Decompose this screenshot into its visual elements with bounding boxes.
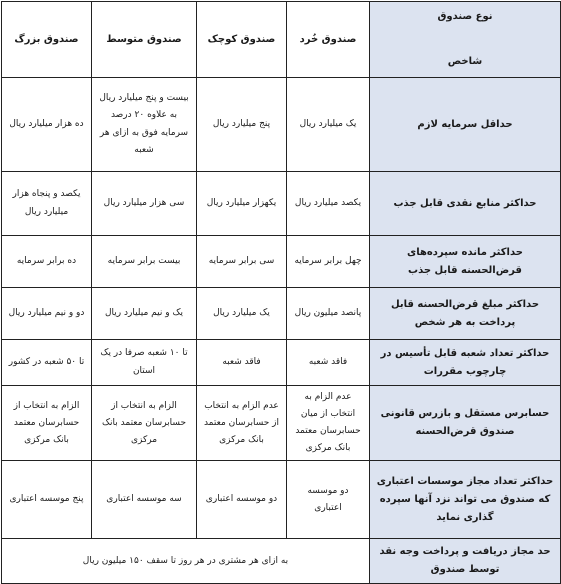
table-cell: پانصد میلیون ریال: [287, 288, 370, 340]
row-parameter-label: حداکثر مبلغ قرض‌الحسنه قابل پرداخت به هر شخص: [370, 288, 561, 340]
table-cell: بیست برابر سرمایه: [92, 236, 197, 288]
column-header-small-fund: صندوق کوچک: [197, 2, 287, 78]
table-cell: سی برابر سرمایه: [197, 236, 287, 288]
corner-header-cell: [370, 2, 561, 78]
row-parameter-label: حداکثر تعداد مجاز موسسات اعتباری که صندوق می تواند نزد آنها سپرده گذاری نماید: [370, 461, 561, 539]
table-row: [2, 340, 561, 386]
merged-cash-limit-cell: به ازای هر مشتری در هر روز تا سقف ۱۵۰ میلیون ریال: [2, 539, 370, 584]
row-parameter-label: حداقل سرمایه لازم: [370, 78, 561, 172]
table-cell: فاقد شعبه: [287, 340, 370, 386]
table-cell: الزام به انتخاب از حسابرسان معتمد بانک مرکزی: [92, 386, 197, 461]
header-row: [2, 2, 561, 78]
corner-fund-type-label: نوع صندوق: [437, 11, 493, 22]
table-cell: سه موسسه اعتباری: [92, 461, 197, 539]
table-cell: عدم الزام به انتخاب از میان حسابرسان معتمد بانک مرکزی: [287, 386, 370, 461]
table-cell: یک میلیارد ریال: [287, 78, 370, 172]
row-parameter-label: حداکثر تعداد شعبه قابل تأسیس در چارچوب مقررات: [370, 340, 561, 386]
column-header-large-fund: صندوق بزرگ: [2, 2, 92, 78]
fund-comparison-table: [1, 1, 561, 584]
table-cell: پنج موسسه اعتباری: [2, 461, 92, 539]
table-cell: دو موسسه اعتباری: [287, 461, 370, 539]
table-cell: چهل برابر سرمایه: [287, 236, 370, 288]
table-cell: عدم الزام به انتخاب از حسابرسان معتمد بانک مرکزی: [197, 386, 287, 461]
column-header-micro-fund: صندوق خُرد: [287, 2, 370, 78]
corner-indicator-label: شاخص: [447, 56, 483, 67]
table-cell: دو موسسه اعتباری: [197, 461, 287, 539]
table-cell: فاقد شعبه: [197, 340, 287, 386]
column-header-medium-fund: صندوق متوسط: [92, 2, 197, 78]
row-parameter-label: حداکثر مانده سپرده‌های قرض‌الحسنه قابل جذب: [370, 236, 561, 288]
table-row: [2, 172, 561, 236]
table-row: [2, 539, 561, 584]
table-cell: تا ۵۰ شعبه در کشور: [2, 340, 92, 386]
row-parameter-label: حد مجاز دریافت و پرداخت وجه نقد توسط صندوق: [370, 539, 561, 584]
table-cell: ده هزار میلیارد ریال: [2, 78, 92, 172]
row-parameter-label: حسابرس مستقل و بازرس قانونی صندوق قرض‌الحسنه: [370, 386, 561, 461]
table-cell: یکصد و پنجاه هزار میلیارد ریال: [2, 172, 92, 236]
table-cell: سی هزار میلیارد ریال: [92, 172, 197, 236]
table-cell: یکصد میلیارد ریال: [287, 172, 370, 236]
table-cell: تا ۱۰ شعبه صرفا در یک استان: [92, 340, 197, 386]
table-cell: پنج میلیارد ریال: [197, 78, 287, 172]
table-row: [2, 386, 561, 461]
table-cell: یک میلیارد ریال: [197, 288, 287, 340]
table-row: [2, 461, 561, 539]
table-cell: دو و نیم میلیارد ریال: [2, 288, 92, 340]
table-row: [2, 236, 561, 288]
table-cell: بیست و پنج میلیارد ریال به علاوه ۲۰ درصد سرمایه فوق به ازای هر شعبه: [92, 78, 197, 172]
table-row: [2, 78, 561, 172]
table-cell: یک و نیم میلیارد ریال: [92, 288, 197, 340]
table-cell: ده برابر سرمایه: [2, 236, 92, 288]
table-cell: الزام به انتخاب از حسابرسان معتمد بانک مرکزی: [2, 386, 92, 461]
row-parameter-label: حداکثر منابع نقدی قابل جذب: [370, 172, 561, 236]
table-cell: یکهزار میلیارد ریال: [197, 172, 287, 236]
table-row: [2, 288, 561, 340]
